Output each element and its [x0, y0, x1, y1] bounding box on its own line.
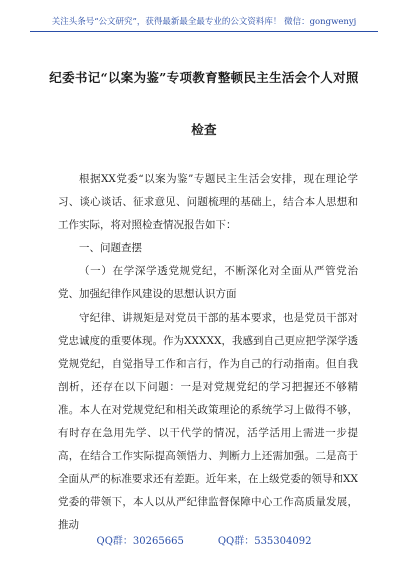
document-body — [58, 168, 358, 538]
header-divider — [30, 31, 378, 32]
subsection-heading: （一）在学深学透党规党纪，不断深化对全面从严管党治党、加强纪律作风建设的思想认识方面 — [58, 265, 358, 301]
document-title-line-2: 检查 — [191, 122, 217, 137]
section-heading: 一、问题查摆 — [79, 242, 142, 255]
footer-qq-group-1: QQ群：30265665 — [96, 536, 184, 547]
footer-contacts — [30, 535, 378, 549]
footer-qq-group-2: QQ群：535304092 — [217, 536, 312, 547]
document-title-line-1: 纪委书记“以案为鉴”专项教育整顿民主生活会个人对照 — [49, 70, 359, 85]
body-paragraph: 守纪律、讲规矩是对党员干部的基本要求，也是党员干部对党忠诚度的重要体现。作为XXXXX，我感到自己更应把学深学透党规党纪，自觉指导工作和言行，作为自己的行动指南。但自我剖析，还存在以下问题：一是对党规党纪的学习把握还不够精准。本人在对党规党纪和相关政策理论的系统学习上做得不够，有时存在急用先学、以干代学的情况，活学活用上需进一步提高，在结合工作实际提高领悟力、判断力上还需加强。二是高于全面从严的标准要求还有差距。近年来，在上级党委的领导和XX党委的带领下，本人以从严纪律监督保障中心工作高质量发展，推动 — [58, 311, 358, 532]
intro-paragraph: 根据XX党委“以案为鉴”专题民主生活会安排，现在理论学习、谈心谈话、征求意见、问题梳理的基础上，结合本人思想和工作实际，将对照检查情况报告如下： — [58, 173, 358, 232]
header-promo-text: 关注头条号“公文研究”，获得最新最全最专业的公文资料库！ 微信：gongwenyj — [51, 17, 357, 27]
